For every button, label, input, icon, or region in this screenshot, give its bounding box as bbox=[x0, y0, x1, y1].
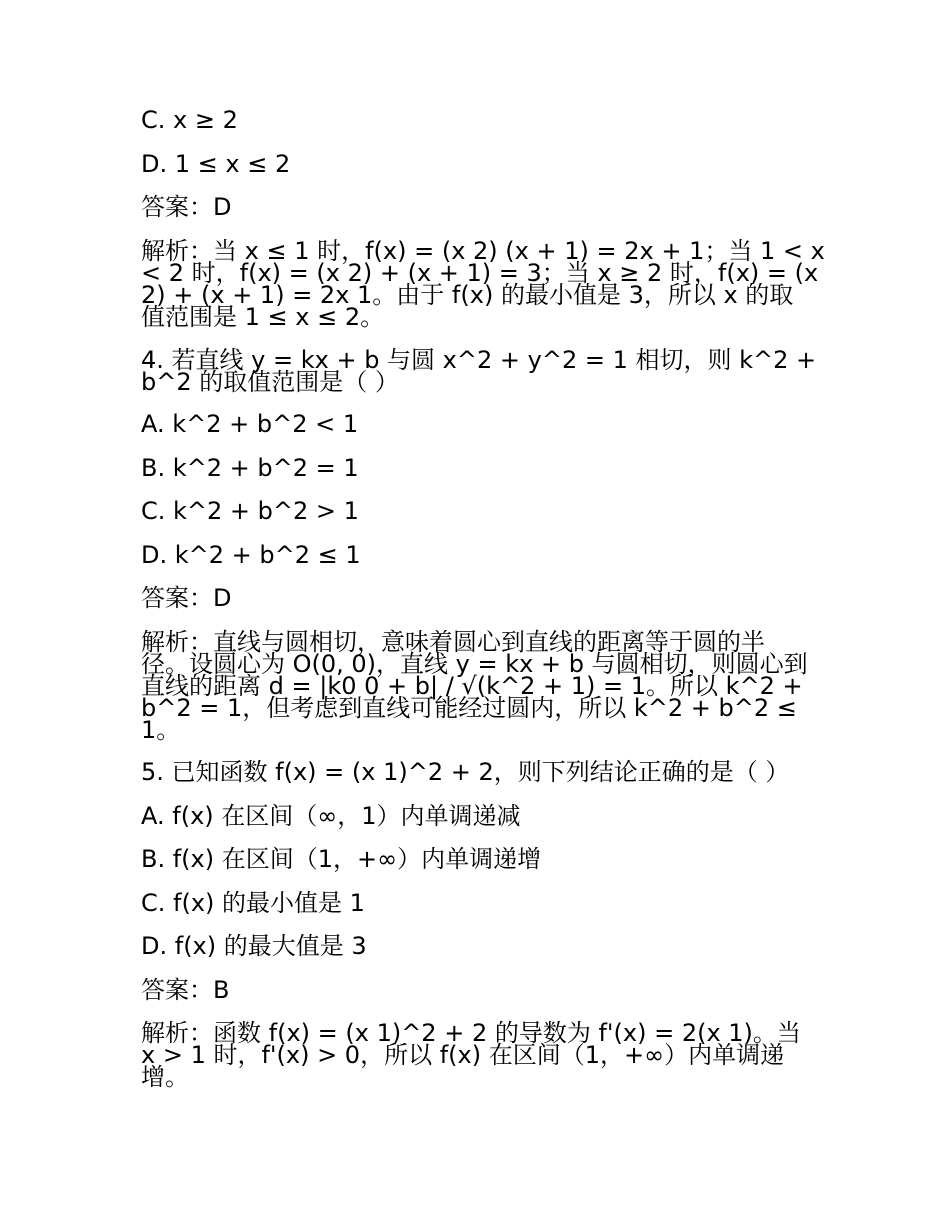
q3-analysis-line: < 2 时，f(x) = (x 2) + (x + 1) = 3；当 x ≥ 2 时，f(x) = (x bbox=[141, 259, 819, 287]
q4-option-c: C. k^2 + b^2 > 1 bbox=[141, 497, 359, 525]
q4-analysis-line: b^2 = 1，但考虑到直线可能经过圆内，所以 k^2 + b^2 ≤ bbox=[141, 694, 797, 722]
q4-analysis bbox=[141, 628, 821, 744]
q5-question: 5. 已知函数 f(x) = (x 1)^2 + 2，则下列结论正确的是（ ） bbox=[141, 758, 790, 786]
q3-analysis bbox=[141, 237, 825, 331]
q4-option-b: B. k^2 + b^2 = 1 bbox=[141, 454, 359, 482]
q4-analysis-line: 解析：直线与圆相切，意味着圆心到直线的距离等于圆的半 bbox=[141, 628, 765, 656]
q4-option-d: D. k^2 + b^2 ≤ 1 bbox=[141, 541, 361, 569]
q3-option-c: C. x ≥ 2 bbox=[141, 106, 238, 134]
q5-option-c: C. f(x) 的最小值是 1 bbox=[141, 889, 365, 917]
q5-analysis-line: x > 1 时，f'(x) > 0，所以 f(x) 在区间（1，+∞）内单调递 bbox=[141, 1041, 785, 1069]
q5-answer: 答案：B bbox=[141, 976, 230, 1004]
q5-option-a: A. f(x) 在区间（∞，1）内单调递减 bbox=[141, 802, 521, 830]
q5-analysis-line: 解析：函数 f(x) = (x 1)^2 + 2 的导数为 f'(x) = 2(x 1)。当 bbox=[141, 1019, 801, 1047]
q4-question bbox=[141, 346, 821, 396]
q5-option-d: D. f(x) 的最大值是 3 bbox=[141, 932, 367, 960]
q4-question-line: b^2 的取值范围是（ ） bbox=[141, 368, 399, 396]
q3-analysis-line: 值范围是 1 ≤ x ≤ 2。 bbox=[141, 303, 385, 331]
q3-analysis-line: 解析：当 x ≤ 1 时，f(x) = (x 2) (x + 1) = 2x + 1；当 1 < x bbox=[141, 237, 825, 265]
q5-analysis-line: 增。 bbox=[141, 1063, 189, 1091]
q3-option-d: D. 1 ≤ x ≤ 2 bbox=[141, 150, 291, 178]
q4-analysis-line: 径。设圆心为 O(0, 0)，直线 y = kx + b 与圆相切，则圆心到 bbox=[141, 650, 808, 678]
q5-analysis bbox=[141, 1019, 821, 1091]
q4-option-a: A. k^2 + b^2 < 1 bbox=[141, 410, 359, 438]
q4-analysis-line: 直线的距离 d = |k0 0 + b| / √(k^2 + 1) = 1。所以 k^2 + bbox=[141, 672, 803, 700]
q3-analysis-line: 2) + (x + 1) = 2x 1。由于 f(x) 的最小值是 3，所以 x 的取 bbox=[141, 281, 794, 309]
q5-option-b: B. f(x) 在区间（1，+∞）内单调递增 bbox=[141, 845, 542, 873]
q4-analysis-line: 1。 bbox=[141, 716, 181, 744]
q3-answer: 答案：D bbox=[141, 193, 232, 221]
q4-question-line: 4. 若直线 y = kx + b 与圆 x^2 + y^2 = 1 相切，则 k^2 + bbox=[141, 346, 817, 374]
q4-answer: 答案：D bbox=[141, 584, 232, 612]
